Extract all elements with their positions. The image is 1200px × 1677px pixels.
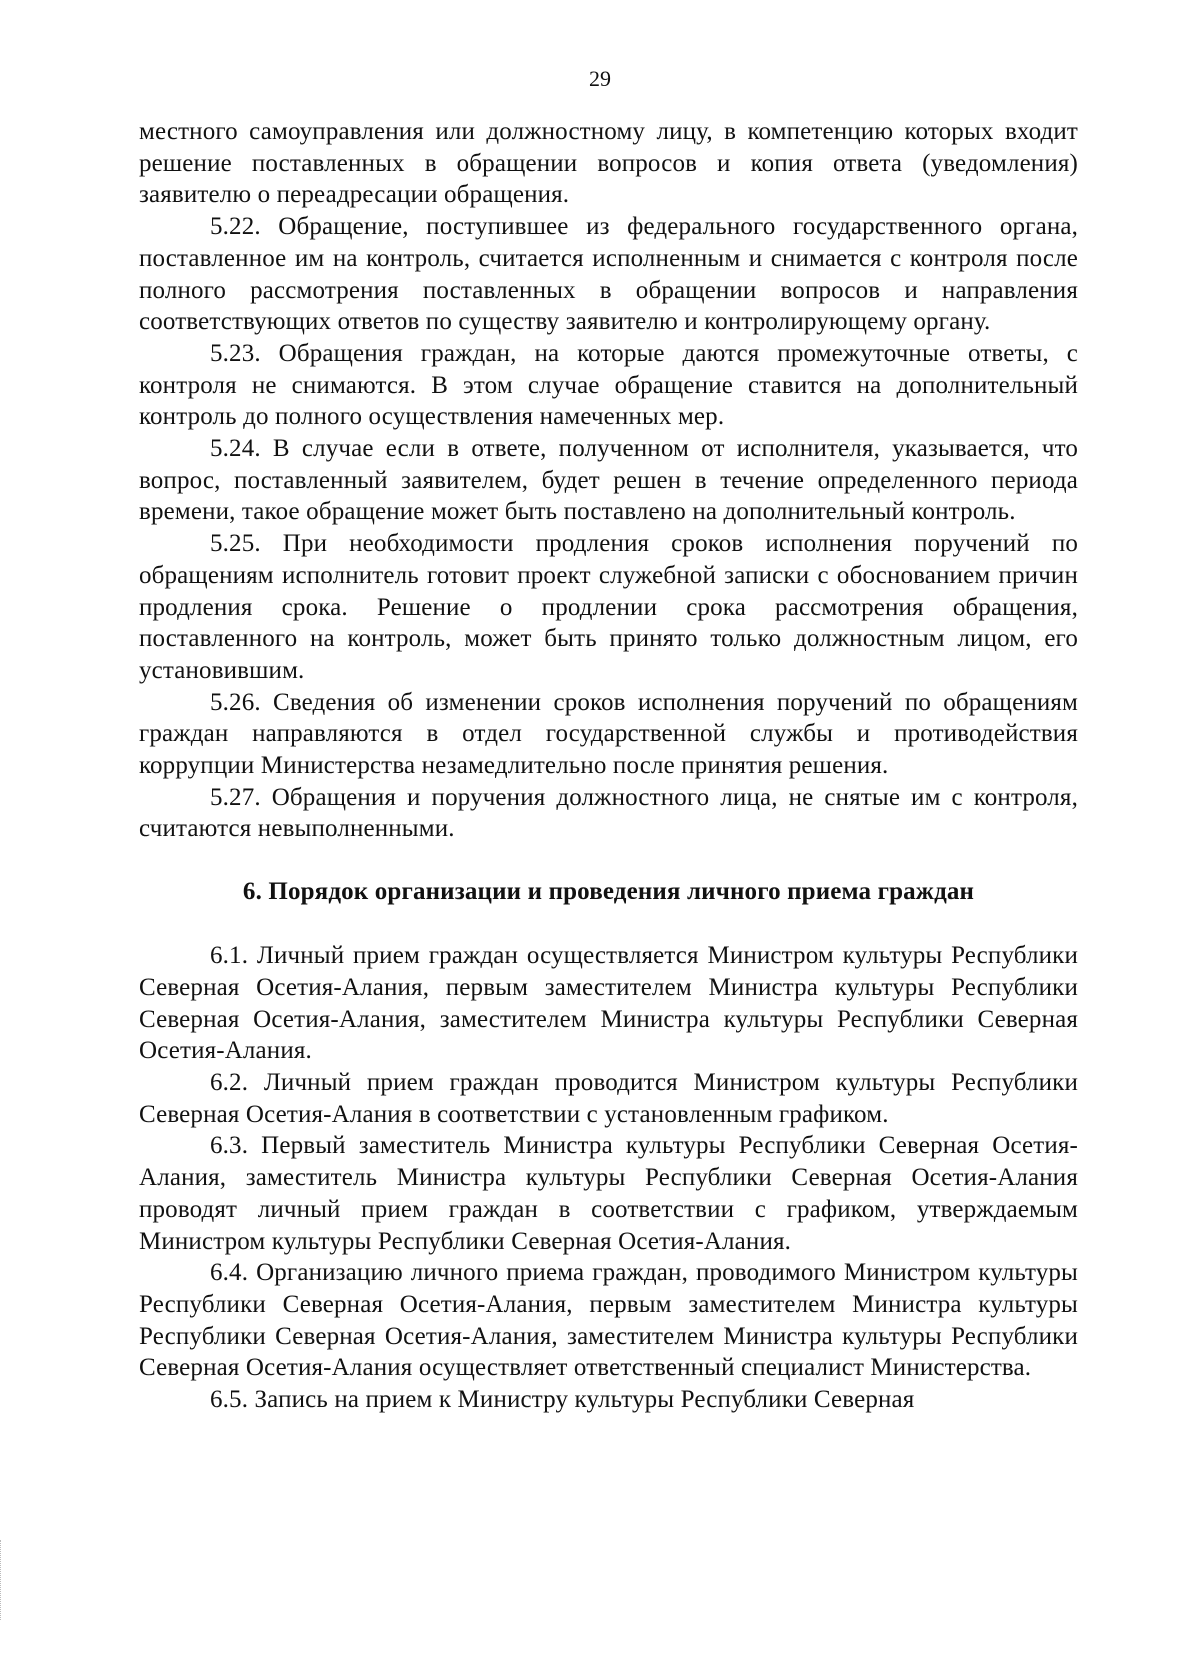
paragraph-5-22: 5.22. Обращение, поступившее из федерального государственного органа, поставленное им на контроль, считается исполненным и снимается с контроля после полного рассмотрения поставленных в обращении вопросов и направления соответствующих ответов по существу заявителю и контролирующему органу. bbox=[139, 213, 1078, 336]
paragraph-6-3: 6.3. Первый заместитель Министра культуры Республики Северная Осетия-Алания, заместитель Министра культуры Республики Северная Осетия-Алания проводят личный прием граждан в соответствии с графиком, утверждаемым Министром культуры Республики Северная Осетия-Алания. bbox=[139, 1132, 1078, 1255]
paragraph-5-24: 5.24. В случае если в ответе, полученном от исполнителя, указывается, что вопрос, поставленный заявителем, будет решен в течение определенного периода времени, такое обращение может быть поставлено на дополнительный контроль. bbox=[139, 435, 1078, 526]
paragraph-5-26: 5.26. Сведения об изменении сроков исполнения поручений по обращениям граждан направляются в отдел государственной службы и противодействия коррупции Министерства незамедлительно после принятия решения. bbox=[139, 688, 1078, 780]
scan-margin-marks bbox=[0, 1540, 7, 1620]
paragraph-6-4: 6.4. Организацию личного приема граждан, проводимого Министром культуры Республики Северная Осетия-Алания, первым заместителем Министра культуры Республики Северная Осетия-Алания, заместителем Министра культуры Республики Северная Осетия-Алания осуществляет ответственный специалист Министерства. bbox=[139, 1259, 1078, 1382]
paragraph-5-27: 5.27. Обращения и поручения должностного лица, не снятые им с контроля, считаются невыполненными. bbox=[139, 783, 1078, 843]
section-heading: 6. Порядок организации и проведения личного приема граждан bbox=[242, 878, 975, 906]
paragraph-6-5: 6.5. Запись на прием к Министру культуры Республики Северная bbox=[210, 1386, 915, 1414]
paragraph-continuation: местного самоуправления или должностному лицу, в компетенцию которых входит решение поставленных в обращении вопросов и копия ответа (уведомления) заявителю о переадресации обращения. bbox=[139, 118, 1078, 209]
document-body bbox=[139, 116, 1078, 1416]
paragraph-6-1: 6.1. Личный прием граждан осуществляется Министром культуры Республики Северная Осетия-Алания, первым заместителем Министра культуры Республики Северная Осетия-Алания, заместителем Министра культуры Республики Северная Осетия-Алания. bbox=[139, 942, 1078, 1065]
paragraph-6-2: 6.2. Личный прием граждан проводится Министром культуры Республики Северная Осетия-Алания в соответствии с установленным графиком. bbox=[139, 1068, 1078, 1128]
page-number: 29 bbox=[589, 66, 611, 91]
paragraph-5-23: 5.23. Обращения граждан, на которые даются промежуточные ответы, с контроля не снимаются. В этом случае обращение ставится на дополнительный контроль до полного осуществления намеченных мер. bbox=[139, 339, 1078, 431]
paragraph-5-25: 5.25. При необходимости продления сроков исполнения поручений по обращениям исполнитель готовит проект служебной записки с обоснованием причин продления срока. Решение о продлении срока рассмотрения обращения, поставленного на контроль, может быть принято только должностным лицом, его установившим. bbox=[139, 530, 1078, 684]
